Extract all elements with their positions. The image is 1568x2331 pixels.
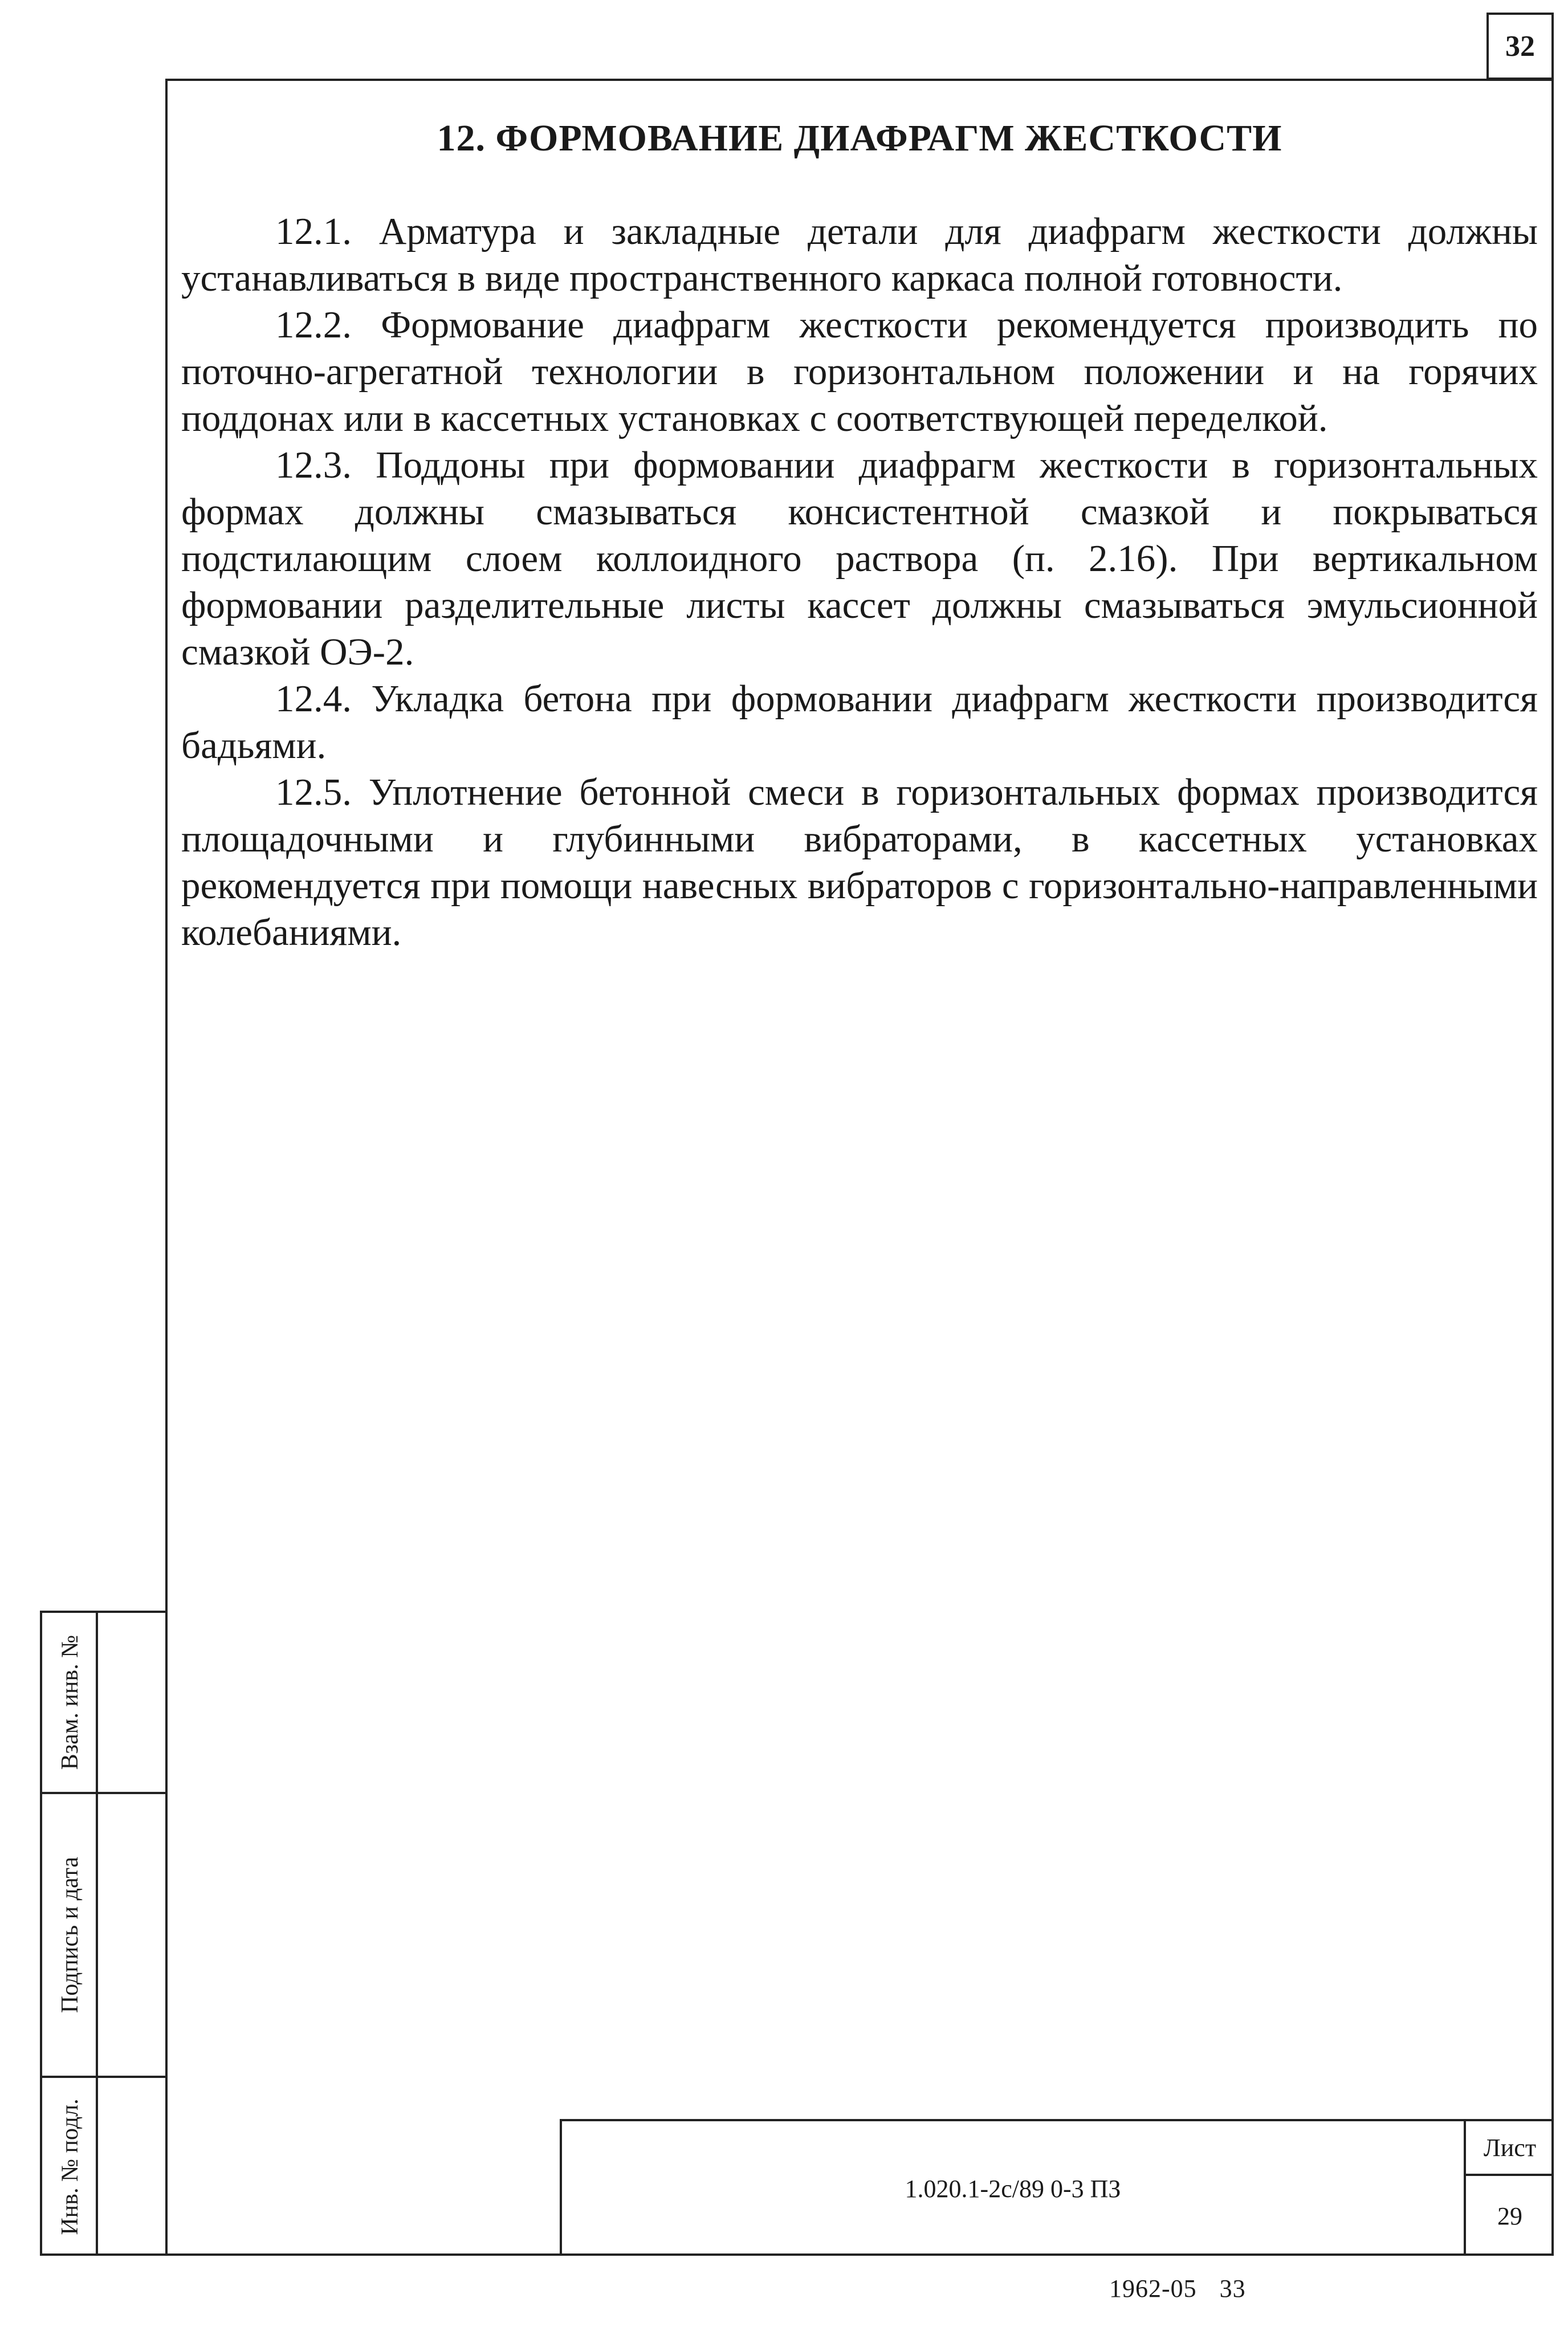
sheet-column [1464, 2121, 1554, 2256]
sheet-number: 29 [1497, 2202, 1522, 2230]
archive-code: 1962-05 [1109, 2275, 1197, 2303]
document-code: 1.020.1-2с/89 0-3 ПЗ [905, 2174, 1121, 2203]
stamp-label-original-inventory: Инв. № подл. [57, 2098, 83, 2235]
paragraph-12-2: 12.2. Формование диафрагм жесткости рекомендуется производить по поточно-агрегатной технологии в горизонтальном положении и на горячих поддонах или в кассетных установках с соответствующей переделкой. [181, 304, 1538, 439]
section-body [181, 208, 1538, 956]
sheet-label: Лист [1466, 2121, 1554, 2176]
paragraph-12-4: 12.4. Укладка бетона при формовании диафрагм жесткости производится бадьями. [181, 678, 1538, 767]
stamp-label-column [42, 1794, 98, 2076]
archive-page: 33 [1219, 2275, 1246, 2303]
title-block [560, 2119, 1554, 2256]
paragraph-12-1: 12.1. Арматура и закладные детали для диафрагм жесткости должны устанавливаться в виде пространственного каркаса полной готовности. [181, 210, 1538, 299]
paragraph-12-3: 12.3. Поддоны при формовании диафрагм жесткости в горизонтальных формах должны смазываться консистентной смазкой и покрываться подстилающим слоем коллоидного раствора (п. 2.16). При вертикальном формовании разделительные листы кассет должны смазываться эмульсионной смазкой ОЭ-2. [181, 444, 1538, 673]
stamp-label-column [42, 1613, 98, 1792]
stamp-cell-original-inventory [42, 2078, 165, 2256]
stamp-cell-replaced-inventory [42, 1613, 165, 1794]
section-title: 12. ФОРМОВАНИЕ ДИАФРАГМ ЖЕСТКОСТИ [437, 117, 1282, 159]
archive-footer [1109, 2274, 1269, 2303]
paragraph-12-5: 12.5. Уплотнение бетонной смеси в горизонтальных формах производится площадочными и глубинными вибраторами, в кассетных установках рекомендуется при помощи навесных вибраторов с горизонтально-направленными колебаниями. [181, 771, 1538, 953]
stamp-label-signature-date: Подпись и дата [57, 1856, 83, 2014]
stamp-label-column [42, 2078, 98, 2256]
corner-page-number: 32 [1486, 13, 1554, 80]
stamp-label-replaced-inventory: Взам. инв. № [57, 1635, 83, 1770]
stamp-cell-signature-date [42, 1794, 165, 2078]
side-stamp [40, 1611, 165, 2256]
